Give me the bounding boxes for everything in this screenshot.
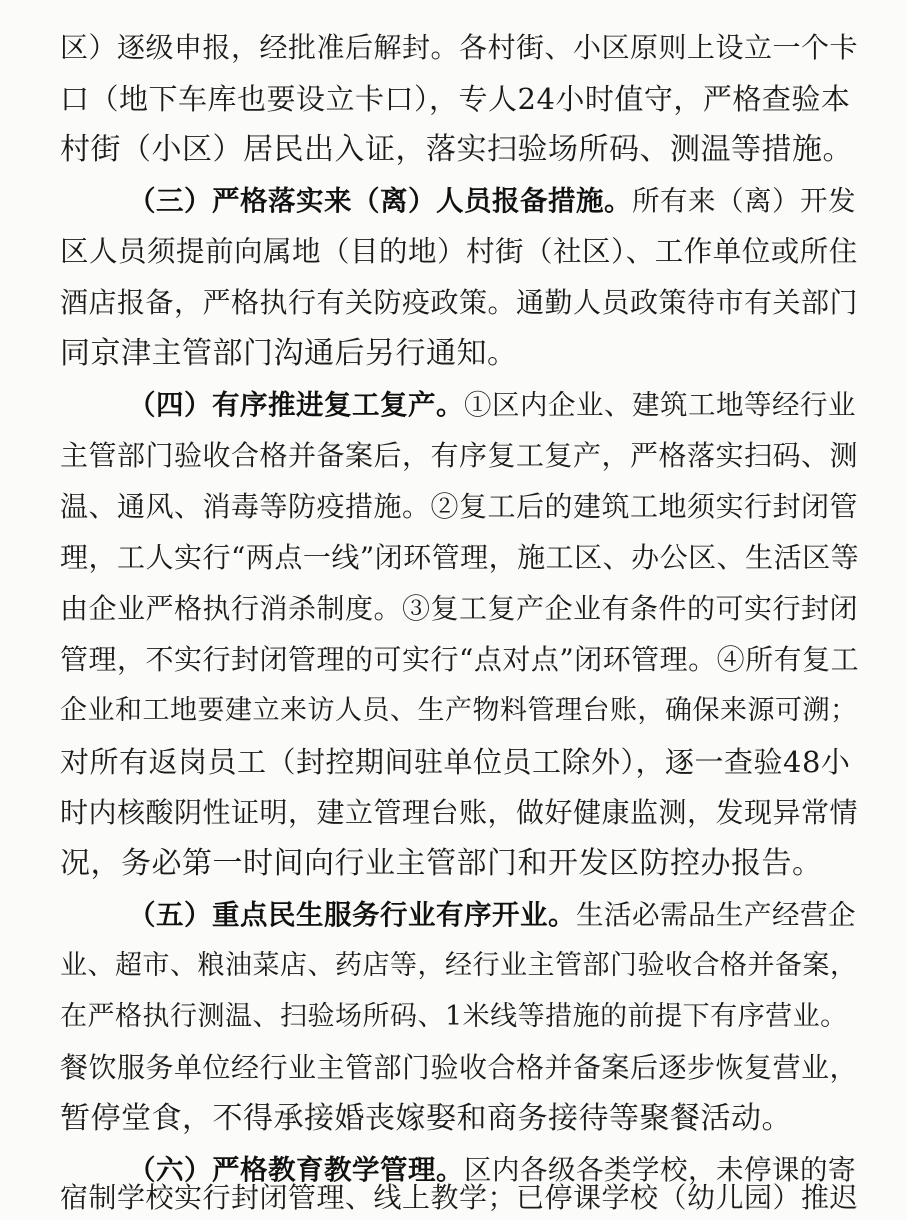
body-text: 口（地下车库也要设立卡口），专人24小时值守，严格查验本 — [60, 82, 851, 116]
body-text: 村街（小区）居民出入证，落实扫验场所码、测温等措施。 — [60, 132, 853, 167]
body-text: 餐饮服务单位经行业主管部门验收合格并备案后逐步恢复营业， — [60, 1051, 859, 1084]
text-line — [60, 997, 860, 1037]
text-line — [60, 691, 860, 731]
body-text: 区）逐级申报，经批准后解封。各村街、小区原则上设立一个卡 — [60, 31, 859, 64]
body-text: 由企业严格执行消杀制度。③复工复产企业有条件的可实行封闭 — [60, 592, 859, 625]
body-text: 所有来（离）开发 — [632, 185, 856, 217]
section-heading: （四）有序推进复工复产。 — [128, 389, 464, 421]
body-text: 区人员须提前向属地（目的地）村街（社区）、工作单位或所住 — [60, 235, 858, 268]
text-line — [60, 538, 860, 578]
body-text: 宿制学校实行封闭管理、线上教学；已停课学校（幼儿园）推迟 — [60, 1181, 859, 1214]
section-heading: （五）重点民生服务行业有序开业。 — [128, 899, 576, 931]
body-text: 理，工人实行“两点一线”闭环管理，施工区、办公区、生活区等 — [60, 541, 860, 574]
body-text: 对所有返岗员工（封控期间驻单位员工除外），逐一查验48小 — [60, 745, 851, 779]
text-line — [60, 1099, 860, 1139]
text-line — [128, 895, 860, 935]
text-line — [60, 589, 860, 629]
body-text: 主管部门验收合格并备案后，有序复工复产，严格落实扫码、测 — [60, 439, 859, 472]
text-line — [60, 28, 860, 68]
section-heading: （六）严格教育教学管理。 — [128, 1154, 464, 1186]
body-text: ①区内企业、建筑工地等经行业 — [464, 389, 856, 421]
text-line — [60, 1048, 860, 1088]
body-text: 企业和工地要建立来访人员、生产物料管理台账，确保来源可溯； — [60, 695, 858, 726]
section-heading: （三）严格落实来（离）人员报备措施。 — [128, 185, 632, 217]
text-line — [60, 844, 860, 884]
body-text: 温、通风、消毒等防疫措施。②复工后的建筑工地须实行封闭管 — [60, 490, 859, 523]
text-line — [60, 793, 860, 833]
text-line — [60, 640, 860, 680]
text-line — [128, 181, 860, 221]
body-text: 同京津主管部门沟通后另行通知。 — [60, 336, 518, 371]
text-line — [60, 79, 860, 119]
body-text: 生活必需品生产经营企 — [576, 899, 856, 931]
body-text: 暂停堂食，不得承接婚丧嫁娶和商务接待等聚餐活动。 — [60, 1101, 792, 1136]
text-line — [60, 487, 860, 527]
body-text: 区内各级各类学校，未停课的寄 — [464, 1154, 856, 1186]
body-text: 时内核酸阴性证明，建立管理台账，做好健康监测，发现异常情 — [60, 796, 859, 829]
body-text: 在严格执行测温、扫验场所码、1米线等措施的前提下有序营业。 — [60, 1001, 848, 1032]
text-line — [60, 232, 860, 272]
body-text: 管理，不实行封闭管理的可实行“点对点”闭环管理。④所有复工 — [60, 643, 860, 676]
body-text: 酒店报备，严格执行有关防疫政策。通勤人员政策待市有关部门 — [60, 286, 859, 319]
body-text: 业、超市、粮油菜店、药店等，经行业主管部门验收合格并备案， — [60, 950, 858, 981]
text-line — [60, 742, 860, 782]
text-line — [60, 1178, 860, 1218]
body-text: 况，务必第一时间向行业主管部门和开发区防控办报告。 — [60, 846, 823, 881]
text-line — [128, 385, 860, 425]
text-line — [60, 283, 860, 323]
text-line — [60, 130, 860, 170]
text-line — [60, 946, 860, 986]
text-line — [60, 436, 860, 476]
text-line — [60, 334, 860, 374]
